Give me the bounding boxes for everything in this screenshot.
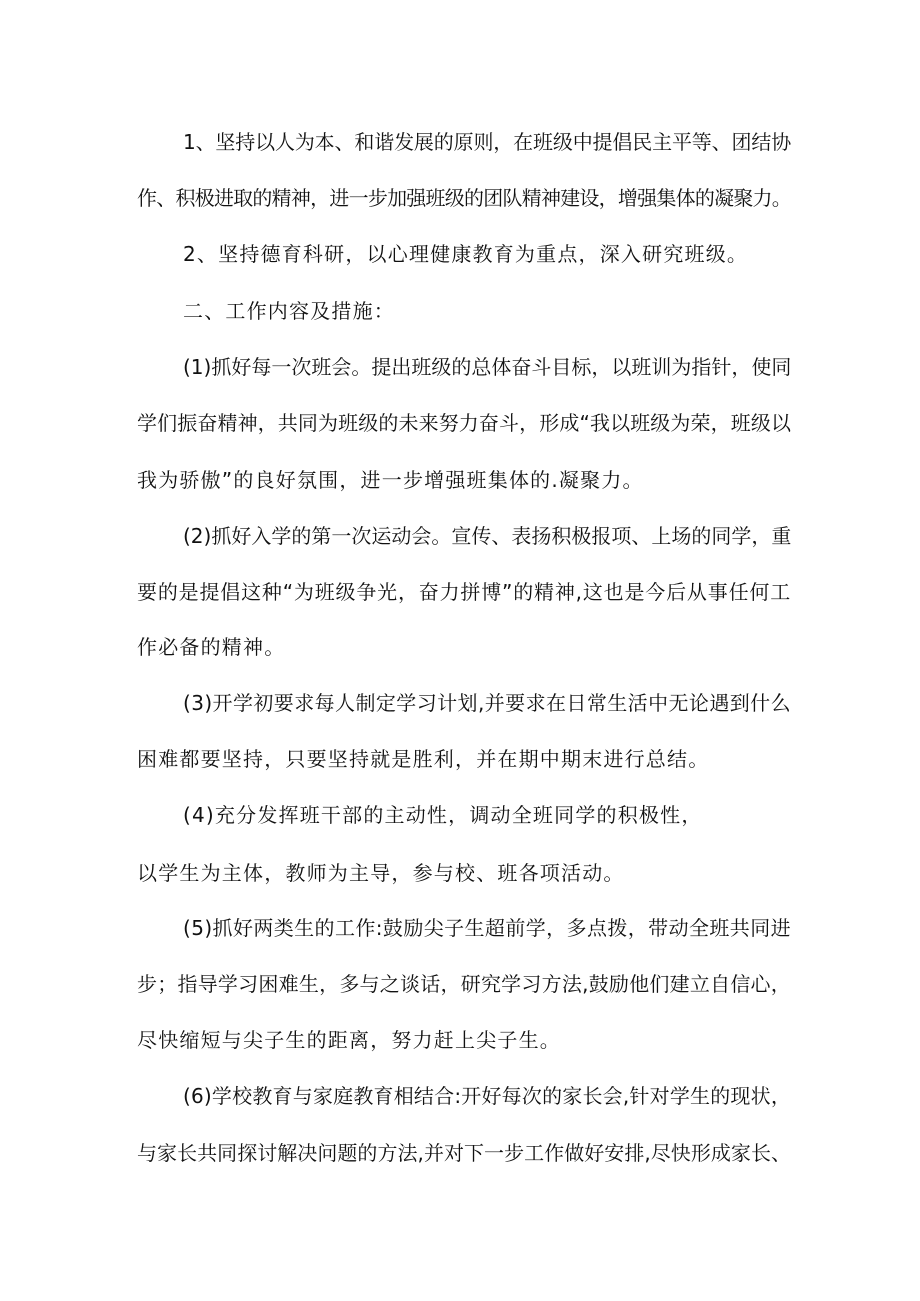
text-line: (1)抓好每一次班会。提出班级的总体奋斗目标，以班训为指针，使同 — [183, 355, 791, 379]
text-line: (5)抓好两类生的工作:鼓励尖子生超前学，多点拨，带动全班共同进 — [183, 916, 791, 940]
text-line: 步；指导学习困难生，多与之谈话，研究学习方法,鼓励他们建立自信心， — [137, 972, 791, 996]
text-line: 2、坚持德育科研，以心理健康教育为重点，深入研究班级。 — [183, 242, 749, 266]
text-line: 作必备的精神。 — [137, 635, 286, 659]
text-line: 以学生为主体，教师为主导，参与校、班各项活动。 — [137, 861, 625, 885]
text-line: 学们振奋精神，共同为班级的未来努力奋斗，形成“我以班级为荣，班级以 — [137, 411, 791, 435]
text-line: 尽快缩短与尖子生的距离，努力赶上尖子生。 — [137, 1028, 561, 1052]
text-line: (4)充分发挥班干部的主动性，调动全班同学的积极性， — [183, 803, 703, 827]
text-line: (6)学校教育与家庭教育相结合:开好每次的家长会,针对学生的现状， — [183, 1084, 791, 1108]
text-line: 要的是提倡这种“为班级争光，奋力拼博”的精神,这也是今后从事任何工 — [137, 580, 791, 604]
section-heading: 二、工作内容及措施： — [183, 299, 395, 323]
text-line: (3)开学初要求每人制定学习计划,并要求在日常生活中无论遇到什么 — [183, 691, 791, 715]
text-line: 与家长共同探讨解决问题的方法,并对下一步工作做好安排,尽快形成家长、 — [137, 1141, 791, 1165]
text-line: 我为骄傲”的良好氛围，进一步增强班集体的.凝聚力。 — [137, 468, 644, 492]
text-line: 困难都要坚持，只要坚持就是胜利，并在期中期末进行总结。 — [137, 747, 710, 771]
text-line: 作、积极进取的精神，进一步加强班级的团队精神建设，增强集体的凝聚力。 — [137, 186, 791, 210]
text-line: (2)抓好入学的第一次运动会。宣传、表扬积极报项、上场的同学，重 — [183, 524, 791, 548]
text-line: 1、坚持以人为本、和谐发展的原则，在班级中提倡民主平等、团结协 — [183, 130, 791, 154]
